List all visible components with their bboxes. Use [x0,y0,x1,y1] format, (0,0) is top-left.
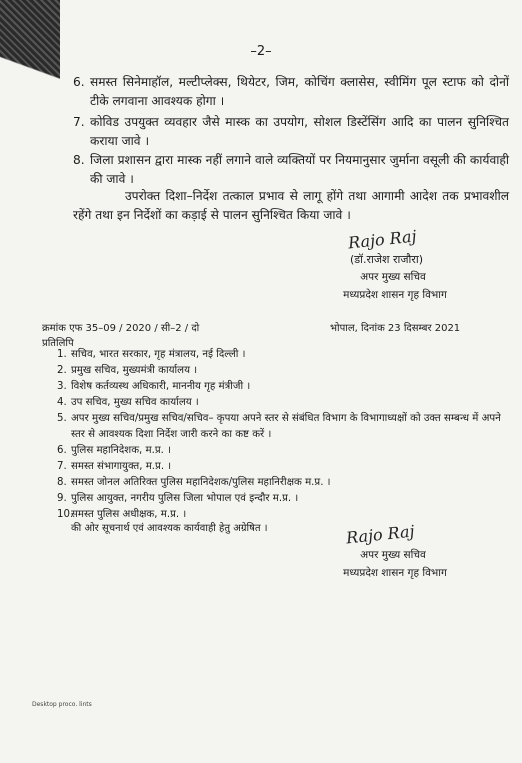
clause-number: 8. [73,153,85,167]
clause-7 [73,113,509,151]
clause-text: जिला प्रशासन द्वारा मास्क नहीं लगाने वाले व्यक्तियों पर नियमानुसार जुर्माना वसूली की कार्यवाही की जावे । [90,153,509,186]
signatory-department: मध्यप्रदेश शासन गृह विभाग [343,289,447,301]
recipient-item: 10. समस्त पुलिस अधीक्षक, म.प्र. । [57,509,187,520]
recipient-item: 1. सचिव, भारत सरकार, गृह मंत्रालय, नई दिल्ली । [57,349,246,360]
clause-text: कोविड उपयुक्त व्यवहार जैसे मास्क का उपयोग, सोशल डिस्टेंसिंग आदि का पालन सुनिश्चित कराया जावे । [90,115,509,148]
clause-text: समस्त सिनेमाहॉल, मल्टीप्लेक्स, थियेटर, जिम, कोचिंग क्लासेस, स्वीमिंग पूल स्टाफ को दोनों टीके लगवाना आवश्यक होगा । [90,75,509,108]
clause-number: 6. [73,75,85,89]
clause-number: 7. [73,115,85,129]
page-number: –2– [250,44,272,59]
signatory-designation: अपर मुख्य सचिव [360,271,426,283]
copy-label: प्रतिलिपि [42,338,74,349]
recipient-item: 8. समस्त जोनल अतिरिक्त पुलिस महानिदेशक/पुलिस महानिरीक्षक म.प्र. । [57,477,331,488]
closing-paragraph: उपरोक्त दिशा–निर्देश तत्काल प्रभाव से लागू होंगे तथा आगामी आदेश तक प्रभावशील रहेंगे तथा इन निर्देशों का कड़ाई से पालन सुनिश्चित किया जावे । [73,189,509,222]
recipient-item: 7. समस्त संभागायुक्त, म.प्र. । [57,461,172,472]
signature-mark-1: Rajo Raj [347,226,418,253]
recipient-item: 2. प्रमुख सचिव, मुख्यमंत्री कार्यालय । [57,365,198,376]
recipient-item: 6. पुलिस महानिदेशक, म.प्र. । [57,445,171,456]
reference-number: क्रमांक एफ 35–09 / 2020 / सी–2 / दो [42,323,200,334]
scan-corner-shadow [0,0,60,120]
clause-8 [73,151,509,189]
clause-6 [73,73,509,111]
forwarding-note: की ओर सूचनार्थ एवं आवश्यक कार्यवाही हेतु अग्रेषित । [71,523,268,534]
footer-note: Desktop proco. lints [32,701,92,708]
signatory-designation-2: अपर मुख्य सचिव [360,549,426,561]
place-date: भोपाल, दिनांक 23 दिसम्बर 2021 [330,323,461,334]
recipient-item: 3. विशेष कर्तव्यस्थ अधिकारी, माननीय गृह मंत्रीजी । [57,381,251,392]
signature-mark-2: Rajo Raj [345,521,416,548]
signatory-department-2: मध्यप्रदेश शासन गृह विभाग [343,567,447,579]
recipient-item: 9. पुलिस आयुक्त, नगरीय पुलिस जिला भोपाल एवं इन्दौर म.प्र. । [57,493,299,504]
recipient-item: 4. उप सचिव, मुख्य सचिव कार्यालय । [57,397,199,408]
recipient-item: 5. अपर मुख्य सचिव/प्रमुख सचिव/सचिव– कृपया अपने स्तर से संबंधित विभाग के विभागाध्यक्षों को उक्त सम्बन्ध में अपने स्तर से आवश्यक दिशा निर्देश जारी करने का कष्ट करें । [57,413,501,440]
signatory-name: (डॉ.राजेश राजौरा) [350,253,424,266]
